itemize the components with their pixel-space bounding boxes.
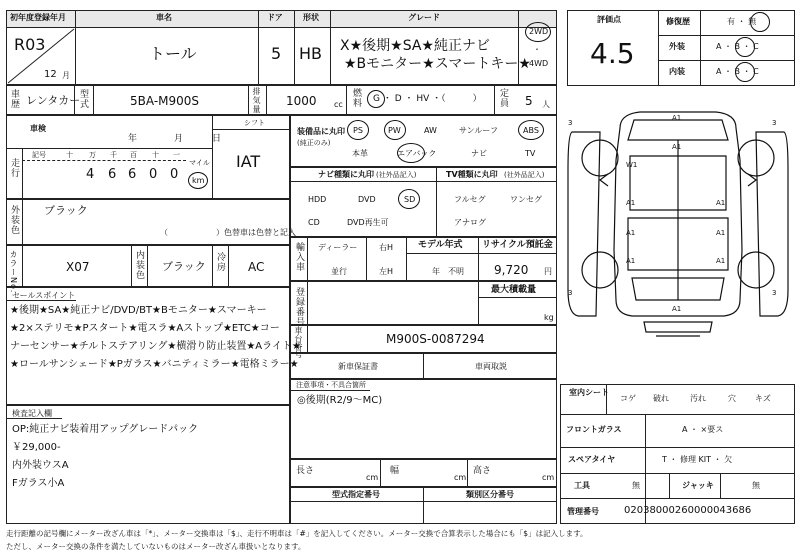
import-label: 輸入車 (294, 242, 304, 272)
corner-label-bl: 3 (568, 289, 573, 297)
grade-line1: X★後期★SA★純正ナビ (340, 38, 490, 54)
height-label: 高さ (473, 466, 492, 476)
day-unit: 日 (212, 134, 222, 144)
color-code-value: X07 (66, 260, 90, 274)
chassis-value: M900S-0087294 (386, 332, 485, 346)
ac-value: AC (248, 260, 265, 274)
digit-label-3: 千 (110, 151, 117, 159)
width-label: 幅 (390, 466, 400, 476)
navi-sub: (社外品記入) (376, 171, 417, 179)
interior-color-value: ブラック (162, 260, 206, 273)
model-value: 5BA-M900S (130, 94, 200, 108)
digit-man: 6 (108, 167, 117, 182)
equipment-sub: (純正のみ) (297, 139, 331, 147)
footer-line-1: 走行距離の記号欄にメーター改ざん車は「*」、メーター交換車は「$」、走行不明車は「#」を記入してください。メーター交換で合算表示した場合にも「$」は記入します。 (6, 529, 588, 538)
drive-2wd: 2WD (529, 27, 549, 36)
year-unit: 年 (128, 134, 138, 144)
mgmt-label: 管理番号 (567, 507, 599, 516)
type-no-label: 型式指定番号 (332, 490, 380, 499)
first-reg-label: 初年度登録年月 (10, 13, 66, 22)
corner-label-tr: 3 (772, 119, 777, 127)
mark-rear-left-door: A1 (626, 229, 636, 237)
displacement-value: 1000 (286, 94, 317, 108)
digit-label-2: 万 (89, 151, 96, 159)
sales-label: セールスポイント (12, 291, 76, 300)
mileage-label: 走行 (9, 158, 19, 178)
import-dealer: ディーラー (318, 243, 358, 252)
glass-label: フロントガラス (566, 425, 622, 434)
km-label: km (192, 176, 205, 185)
spare-label: スペアタイヤ (568, 455, 616, 464)
model-year-label: モデル年式 (418, 240, 463, 250)
color-label: 外装色 (9, 205, 19, 235)
equip-aw: AW (424, 126, 437, 135)
jack-value: 無 (752, 481, 760, 490)
equip-navi: ナビ (471, 149, 487, 158)
seat-opt-yabure: 破れ (653, 394, 669, 403)
notes-block (290, 379, 557, 459)
shift-label: シフト (244, 119, 265, 127)
glass-value: A ・ ×要ス (682, 425, 724, 434)
color-note: （ ）色替車は色替と記入 (160, 228, 296, 237)
displacement-label: 排気量 (252, 87, 261, 114)
month-unit-2: 月 (174, 134, 184, 144)
seat-opt-ana: 穴 (728, 394, 736, 403)
shift-value: IAT (236, 152, 261, 171)
seat-opt-kizu: キズ (755, 394, 771, 403)
tools-value: 無 (632, 481, 640, 490)
color-code-label: カラーNo. (9, 250, 18, 294)
length-label: 長さ (296, 466, 315, 476)
exterior-value: A ・ B ・ C (716, 42, 759, 51)
mark-front-left-door: A1 (626, 199, 636, 207)
inspector-label: 検査記入欄 (12, 409, 52, 418)
inspector-line-2: ￥29,000- (12, 442, 61, 453)
seat-label: 室内シート (569, 388, 609, 397)
inspector-line-1: OP:純正ナビ装着用アップグレードパック (12, 424, 199, 435)
height-cm: cm (542, 473, 555, 482)
cc-unit: cc (334, 100, 343, 109)
model-year-value: 年 不明 (432, 267, 464, 276)
navi-title: ナビ種類に丸印 (318, 170, 374, 179)
car-outline (560, 100, 796, 380)
equip-pw: PW (388, 126, 401, 135)
recycle-yen: 円 (544, 267, 552, 276)
mark-left-quarter: A1 (626, 257, 636, 265)
sales-line-1: ★後期★SA★純正ナビ/DVD/BT★Bモニター★スマーキー (10, 305, 267, 316)
interior-value: A ・ B ・ C (716, 67, 759, 76)
first-reg-era: R03 (14, 35, 46, 54)
doors-value: 5 (271, 44, 282, 63)
digit-label-1: 十 (66, 151, 73, 159)
mgmt-value: 02038000260000043686 (624, 505, 752, 516)
grade-label: グレード (408, 13, 440, 22)
mile-label: マイル (189, 159, 210, 167)
digit-label-0: 記号 (32, 151, 46, 159)
interior-label: 内装 (669, 67, 685, 76)
inspector-line-4: Fガラス小A (12, 478, 65, 489)
equipment-label: 装備品に丸印 (297, 127, 345, 136)
digit-hyaku: 0 (149, 167, 158, 182)
navi-dvd-play: DVD再生可 (347, 218, 389, 227)
corner-label-br: 3 (772, 289, 777, 297)
navi-sd: SD (404, 195, 416, 204)
equip-airbag: エアバック (397, 149, 437, 158)
shaken-label: 車検 (30, 124, 46, 133)
reg-label: 登録番号 (294, 287, 304, 327)
drive-dot: ・ (533, 45, 541, 54)
fuel-options: G ・ D ・ HV ・（ ） (373, 94, 482, 104)
import-right: 右H (379, 243, 394, 252)
score-value: 4.5 (590, 37, 635, 70)
capacity-label: 定員 (498, 88, 508, 108)
equip-leather: 本革 (352, 149, 368, 158)
inspector-line-3: 内外装ウスA (12, 460, 69, 471)
category-label: 車歴 (9, 89, 19, 109)
tv-sub: (社外品記入) (504, 171, 545, 179)
score-label: 評価点 (597, 15, 621, 24)
class-no-label: 類別区分番号 (466, 490, 514, 499)
car-name: トール (149, 44, 197, 63)
mark-windshield: W1 (626, 161, 638, 169)
digit-label-6: 一 (173, 151, 180, 159)
grade-line2: ★Bモニター★スマートキー★ (344, 56, 531, 72)
navi-cd: CD (308, 218, 320, 227)
first-reg-month: 12 (44, 69, 57, 80)
notes-label: 注意事項・不具合箇所 (296, 381, 366, 389)
equip-abs: ABS (523, 126, 539, 135)
jack-label: ジャッキ (682, 481, 714, 490)
max-load-kg: kg (544, 313, 554, 322)
tv-title: TV種類に丸印 (446, 170, 498, 179)
footer-line-2: ただし、メーター交換の条件を満たしていないものはメーター改ざん車扱いとなります。 (6, 542, 306, 551)
shape-value: HB (299, 44, 323, 63)
warranty-label: 新車保証書 (338, 362, 378, 371)
seat-opt-koge: コゲ (620, 394, 636, 403)
sales-line-2: ★2×ステリモ★Pスタート★電スラ★Aストップ★ETC★コー (10, 323, 280, 334)
equip-sunroof: サンルーフ (459, 126, 498, 135)
repair-label: 修復歴 (666, 17, 690, 26)
mark-rear-right-door: A1 (716, 229, 726, 237)
mark-front-right-door: A1 (716, 199, 726, 207)
import-left: 左H (379, 267, 394, 276)
sales-line-3: ナーセンサー★チルトステアリング★横滑り防止装置★Aライト★ (10, 341, 301, 352)
digit-label-5: 十 (152, 151, 159, 159)
drive-4wd: 4WD (529, 59, 549, 68)
ac-label: 冷房 (215, 252, 225, 272)
tv-oneseg: ワンセグ (510, 195, 542, 204)
tv-fullseg: フルセグ (454, 195, 486, 204)
digit-label-4: 百 (130, 151, 137, 159)
mark-right-quarter: A1 (716, 257, 726, 265)
tv-analog: アナログ (454, 218, 486, 227)
shape-label: 形状 (303, 13, 319, 22)
manual-label: 車両取説 (475, 362, 507, 371)
max-load-label: 最大積載量 (491, 285, 537, 295)
equip-tv: TV (525, 149, 536, 158)
navi-dvd: DVD (358, 195, 376, 204)
recycle-label: リサイクル預託金 (482, 240, 553, 250)
digit-juu: 0 (170, 167, 179, 182)
import-parallel: 並行 (331, 267, 347, 276)
navi-hdd: HDD (308, 195, 327, 204)
mark-rear-bumper: A1 (672, 305, 682, 313)
model-label: 型式 (78, 89, 88, 109)
recycle-value: 9,720 (494, 263, 529, 277)
width-cm: cm (454, 473, 467, 482)
dims-row (290, 459, 557, 487)
seat-opt-yogore: 汚れ (690, 394, 706, 403)
capacity-value: 5 (525, 94, 533, 108)
equip-ps: PS (353, 126, 363, 135)
corner-label-tl: 3 (568, 119, 573, 127)
spare-value: T ・ 修理 KIT ・ 欠 (662, 455, 733, 464)
mark-hood: A1 (672, 143, 682, 151)
tools-label: 工具 (574, 481, 590, 490)
cabin-block (560, 384, 795, 524)
car-name-label: 車名 (156, 13, 172, 22)
length-cm: cm (366, 473, 379, 482)
fuel-label: 燃料 (351, 88, 361, 108)
car-diagram (560, 100, 796, 380)
sales-line-4: ★ロールサンシェード★Pガラス★バニティミラー★電格ミラー★ (10, 359, 299, 370)
interior-color-label: 内装色 (134, 250, 144, 280)
doors-label: ドア (267, 13, 283, 22)
color-value: ブラック (44, 204, 88, 217)
digit-10man: 4 (86, 167, 95, 182)
capacity-unit: 人 (542, 100, 550, 109)
chassis-label: 車台番号 (294, 326, 303, 358)
repair-value: 有 ・ 無 (727, 17, 757, 26)
mark-front-bumper: A1 (672, 114, 682, 122)
notes-text: ◎後期(R2/9～MC) (297, 395, 383, 406)
category-value: レンタカー (26, 94, 81, 107)
exterior-label: 外装 (669, 42, 685, 51)
month-unit: 月 (62, 71, 70, 80)
digit-sen: 6 (128, 167, 137, 182)
